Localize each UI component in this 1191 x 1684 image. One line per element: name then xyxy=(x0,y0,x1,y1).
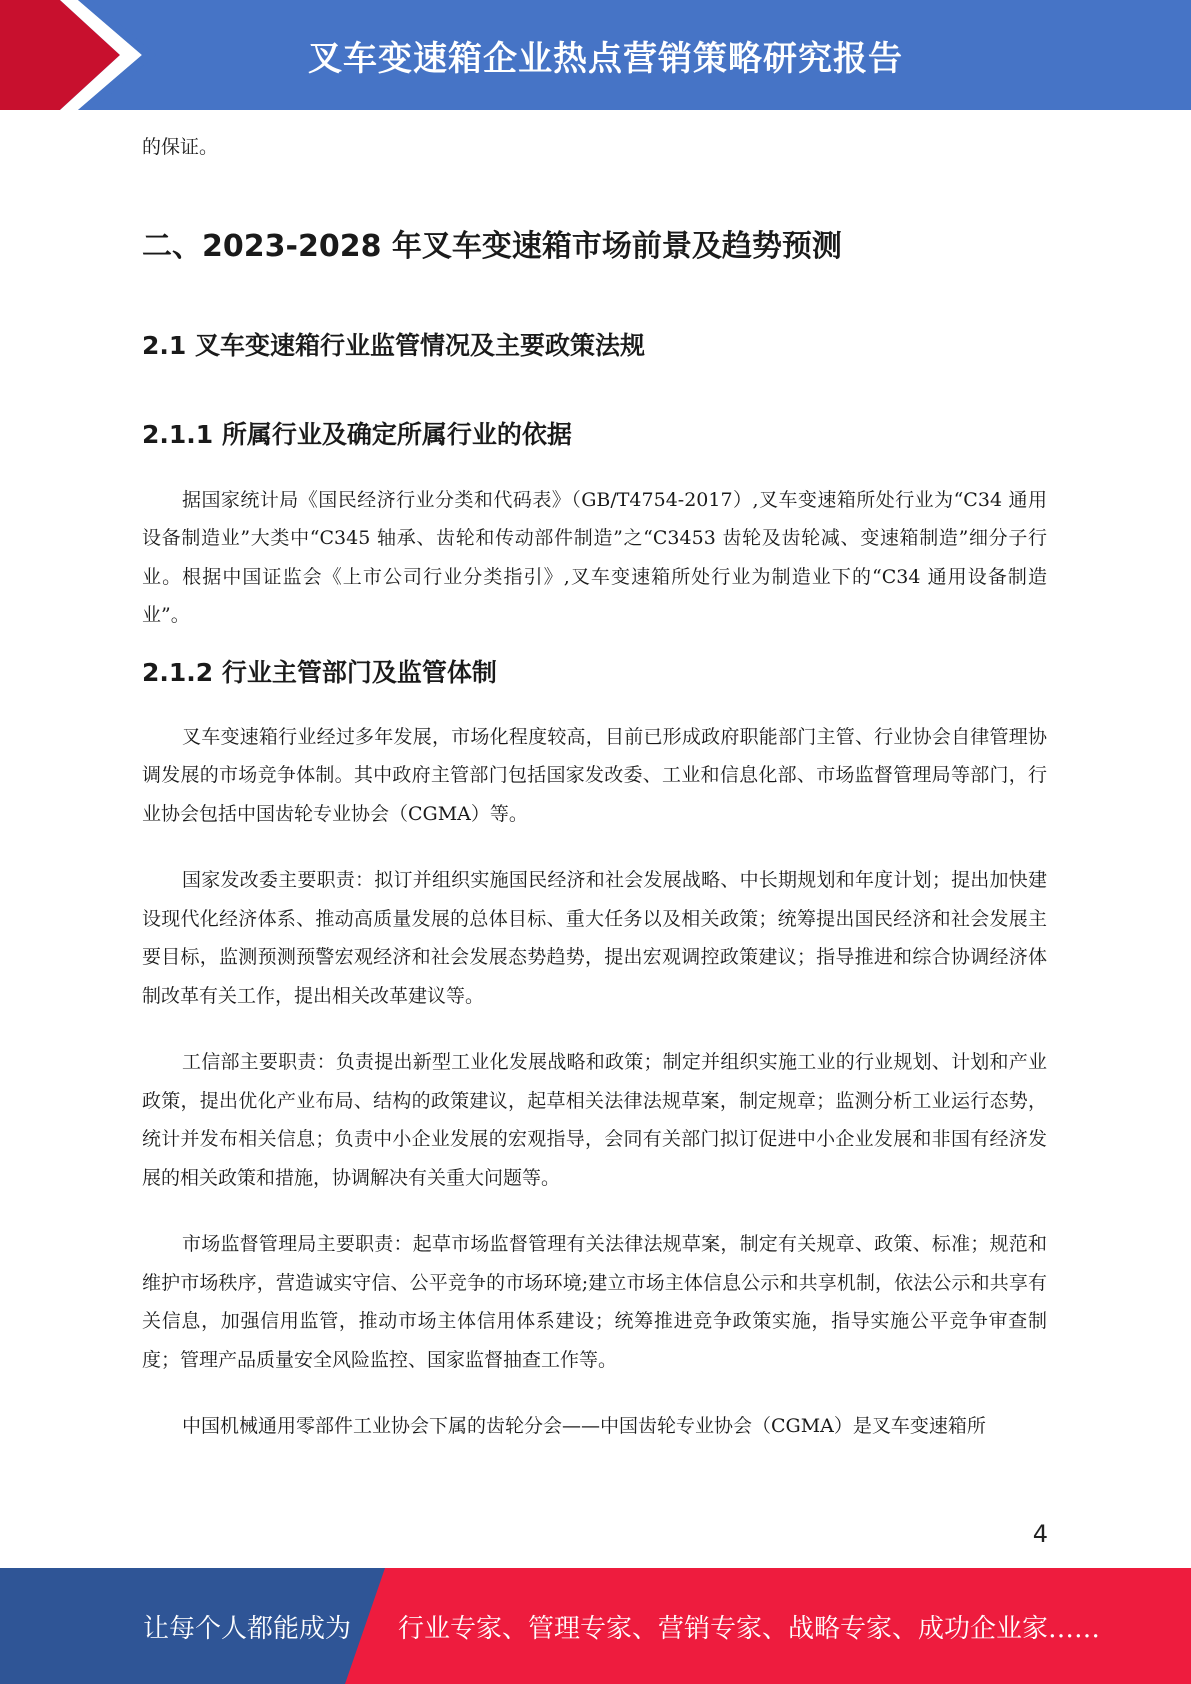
page-footer xyxy=(0,1568,1191,1684)
section-heading: 二、2023-2028 年叉车变速箱市场前景及趋势预测 xyxy=(142,228,842,264)
subsubsection-heading-2: 2.1.2 行业主管部门及监管体制 xyxy=(142,657,497,687)
paragraph-samr-duties: 市场监督管理局主要职责：起草市场监督管理有关法律法规草案，制定有关规章、政策、标准；规范和维护市场秩序，营造诚实守信、公平竞争的市场环境;建立市场主体信息公示和共享机制，依法公示和共享有关信息，加强信用监管，推动市场主体信用体系建设；统筹推进竞争政策实施，指导实施公平竞争审查制度；管理产品质量安全风险监控、国家监督抽查工作等。 xyxy=(142,1233,1047,1371)
paragraph-regulatory-system: 叉车变速箱行业经过多年发展，市场化程度较高，目前已形成政府职能部门主管、行业协会自律管理协调发展的市场竞争体制。其中政府主管部门包括国家发改委、工业和信息化部、市场监督管理局等部门，行业协会包括中国齿轮专业协会（CGMA）等。 xyxy=(142,725,1047,825)
page-number: 4 xyxy=(1032,1520,1048,1548)
document-body xyxy=(142,128,1047,1446)
header-chevron-decoration xyxy=(0,0,170,110)
footer-slogan-left: 让每个人都能成为 xyxy=(143,1613,352,1644)
paragraph-miit-duties: 工信部主要职责：负责提出新型工业化发展战略和政策；制定并组织实施工业的行业规划、计划和产业政策，提出优化产业布局、结构的政策建议，起草相关法律法规草案，制定规章；监测分析工业运行态势，统计并发布相关信息；负责中小企业发展的宏观指导，会同有关部门拟订促进中小企业发展和非国有经济发展的相关政策和措施，协调解决有关重大问题等。 xyxy=(142,1051,1047,1189)
continuation-text: 的保证。 xyxy=(142,136,219,158)
paragraph-industry-classification: 据国家统计局《国民经济行业分类和代码表》（GB/T4754-2017）,叉车变速箱所处行业为“C34 通用设备制造业”大类中“C345 轴承、齿轮和传动部件制造”之“C3453 齿轮及齿轮减、变速箱制造”细分子行业。根据中国证监会《上市公司行业分类指引》,叉车变速箱所处行业为制造业下的“C34 通用设备制造业”。 xyxy=(142,488,1047,626)
subsection-heading: 2.1 叉车变速箱行业监管情况及主要政策法规 xyxy=(142,330,645,360)
report-title: 叉车变速箱企业热点营销策略研究报告 xyxy=(308,38,903,79)
paragraph-cgma: 中国机械通用零部件工业协会下属的齿轮分会——中国齿轮专业协会（CGMA）是叉车变速箱所 xyxy=(182,1415,986,1437)
footer-slogan-right: 行业专家、管理专家、营销专家、战略专家、成功企业家…… xyxy=(398,1613,1101,1644)
subsubsection-heading-1: 2.1.1 所属行业及确定所属行业的依据 xyxy=(142,419,572,449)
paragraph-ndrc-duties: 国家发改委主要职责：拟订并组织实施国民经济和社会发展战略、中长期规划和年度计划；提出加快建设现代化经济体系、推动高质量发展的总体目标、重大任务以及相关政策；统筹提出国民经济和社会发展主要目标，监测预测预警宏观经济和社会发展态势趋势，提出宏观调控政策建议；指导推进和综合协调经济体制改革有关工作，提出相关改革建议等。 xyxy=(142,869,1047,1007)
page-header xyxy=(0,0,1191,110)
